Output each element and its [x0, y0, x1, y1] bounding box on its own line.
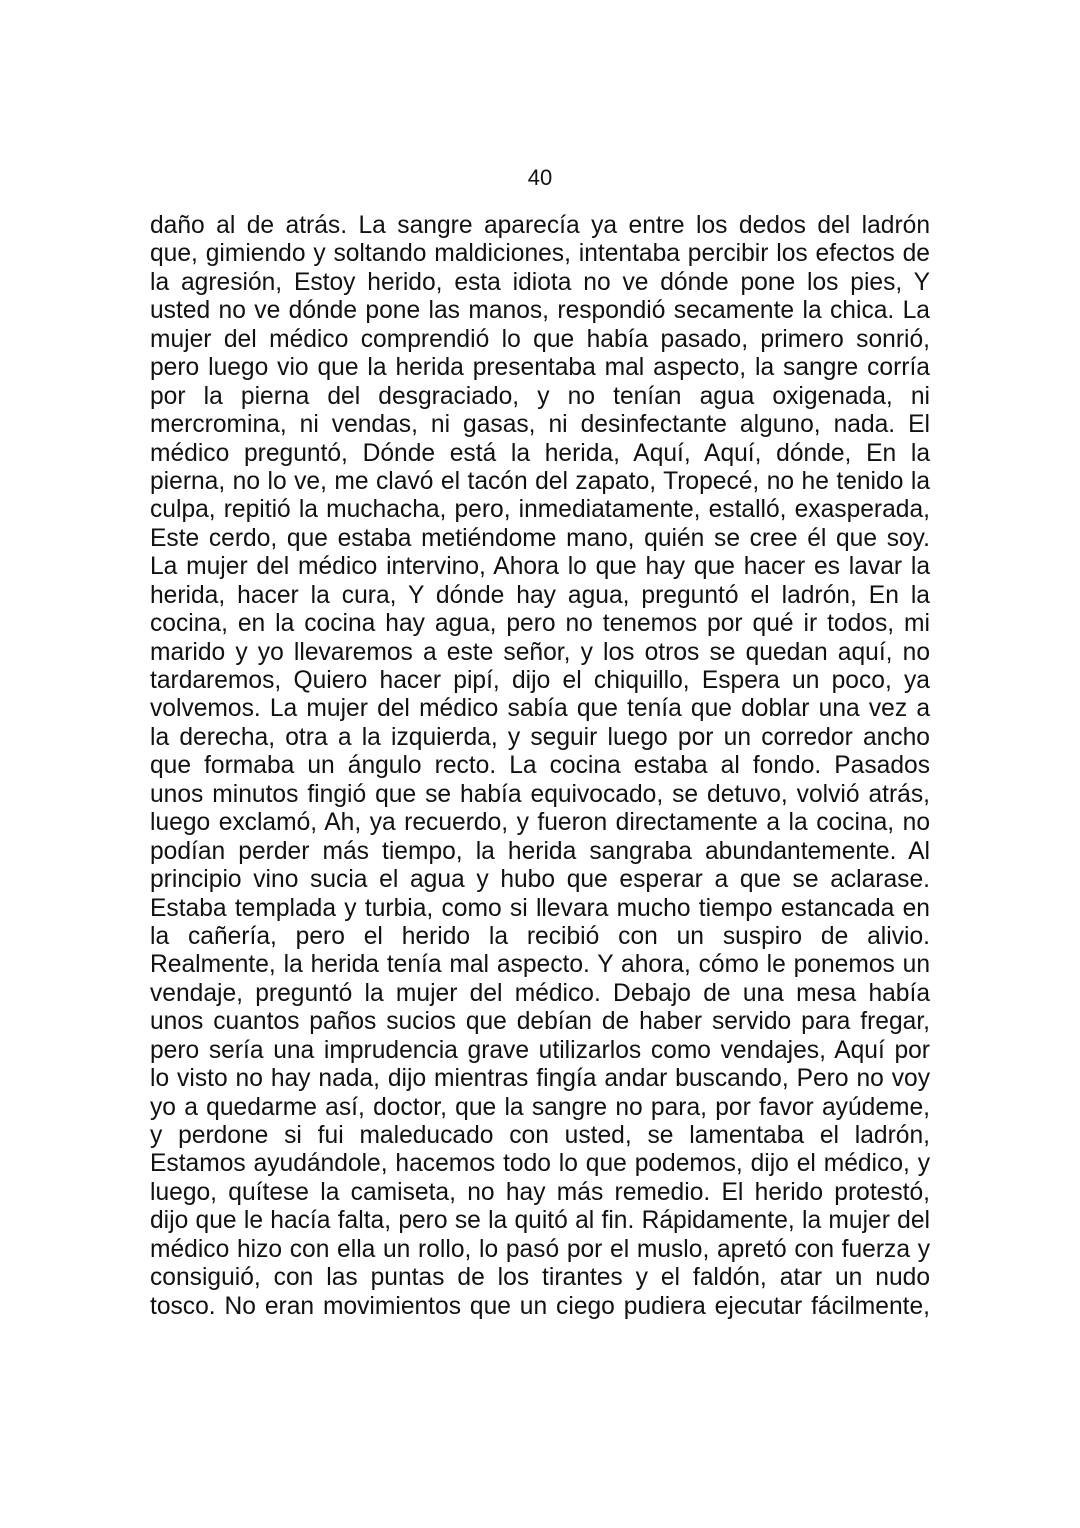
text-line: podían perder más tiempo, la herida sangraba abundantemente. Al	[150, 837, 930, 865]
body-text	[150, 212, 930, 1321]
text-line: Realmente, la herida tenía mal aspecto. Y ahora, cómo le ponemos un	[150, 951, 930, 979]
text-line: marido y yo llevaremos a este señor, y los otros se quedan aquí, no	[150, 638, 930, 666]
text-line: consiguió, con las puntas de los tirantes y el faldón, atar un nudo	[150, 1264, 930, 1292]
text-line: Estaba templada y turbia, como si llevara mucho tiempo estancada en	[150, 894, 930, 922]
text-line: yo a quedarme así, doctor, que la sangre no para, por favor ayúdeme,	[150, 1093, 930, 1121]
text-line: principio vino sucia el agua y hubo que esperar a que se aclarase.	[150, 866, 930, 894]
text-line: y perdone si fui maleducado con usted, se lamentaba el ladrón,	[150, 1122, 930, 1149]
text-line: la agresión, Estoy herido, esta idiota no ve dónde pone los pies, Y	[150, 268, 930, 296]
text-line: pero sería una imprudencia grave utilizarlos como vendajes, Aquí por	[150, 1036, 930, 1064]
text-line: dijo que le hacía falta, pero se la quitó al fin. Rápidamente, la mujer del	[150, 1207, 930, 1235]
text-line: herida, hacer la cura, Y dónde hay agua, preguntó el ladrón, En la	[150, 581, 930, 609]
text-line: daño al de atrás. La sangre aparecía ya entre los dedos del ladrón	[150, 212, 930, 239]
text-line: que, gimiendo y soltando maldiciones, intentaba percibir los efectos de	[150, 240, 930, 268]
page-number: 40	[527, 165, 553, 190]
text-line: mercromina, ni vendas, ni gasas, ni desinfectante alguno, nada. El	[150, 411, 930, 439]
text-line: Este cerdo, que estaba metiéndome mano, quién se cree él que soy.	[150, 524, 930, 552]
text-line: unos minutos fingió que se había equivocado, se detuvo, volvió atrás,	[150, 780, 930, 808]
text-line: La mujer del médico intervino, Ahora lo que hay que hacer es lavar la	[150, 553, 930, 581]
text-line: luego exclamó, Ah, ya recuerdo, y fueron directamente a la cocina, no	[150, 809, 930, 837]
text-line: unos cuantos paños sucios que debían de haber servido para fregar,	[150, 1008, 930, 1036]
text-line: la derecha, otra a la izquierda, y seguir luego por un corredor ancho	[150, 723, 930, 751]
text-line: pierna, no lo ve, me clavó el tacón del zapato, Tropecé, no he tenido la	[150, 467, 930, 495]
text-line: mujer del médico comprendió lo que había pasado, primero sonrió,	[150, 325, 930, 353]
text-line: culpa, repitió la muchacha, pero, inmediatamente, estalló, exasperada,	[150, 496, 930, 524]
text-line: que formaba un ángulo recto. La cocina estaba al fondo. Pasados	[150, 752, 930, 780]
text-line: usted no ve dónde pone las manos, respondió secamente la chica. La	[150, 297, 930, 325]
text-line: lo visto no hay nada, dijo mientras fingía andar buscando, Pero no voy	[150, 1065, 930, 1093]
text-line: Estamos ayudándole, hacemos todo lo que podemos, dijo el médico, y	[150, 1150, 930, 1178]
text-line: cocina, en la cocina hay agua, pero no tenemos por qué ir todos, mi	[150, 610, 930, 638]
text-line: volvemos. La mujer del médico sabía que tenía que doblar una vez a	[150, 695, 930, 723]
text-line: pero luego vio que la herida presentaba mal aspecto, la sangre corría	[150, 354, 930, 382]
text-line: tosco. No eran movimientos que un ciego pudiera ejecutar fácilmente,	[150, 1292, 930, 1320]
text-line: tardaremos, Quiero hacer pipí, dijo el chiquillo, Espera un poco, ya	[150, 667, 930, 694]
text-line: médico hizo con ella un rollo, lo pasó por el muslo, apretó con fuerza y	[150, 1235, 930, 1263]
text-line: la cañería, pero el herido la recibió con un suspiro de alivio.	[150, 922, 930, 950]
text-line: médico preguntó, Dónde está la herida, Aquí, Aquí, dónde, En la	[150, 439, 930, 467]
text-line: vendaje, preguntó la mujer del médico. Debajo de una mesa había	[150, 979, 930, 1007]
text-line: luego, quítese la camiseta, no hay más remedio. El herido protestó,	[150, 1178, 930, 1206]
text-line: por la pierna del desgraciado, y no tenían agua oxigenada, ni	[150, 382, 930, 410]
